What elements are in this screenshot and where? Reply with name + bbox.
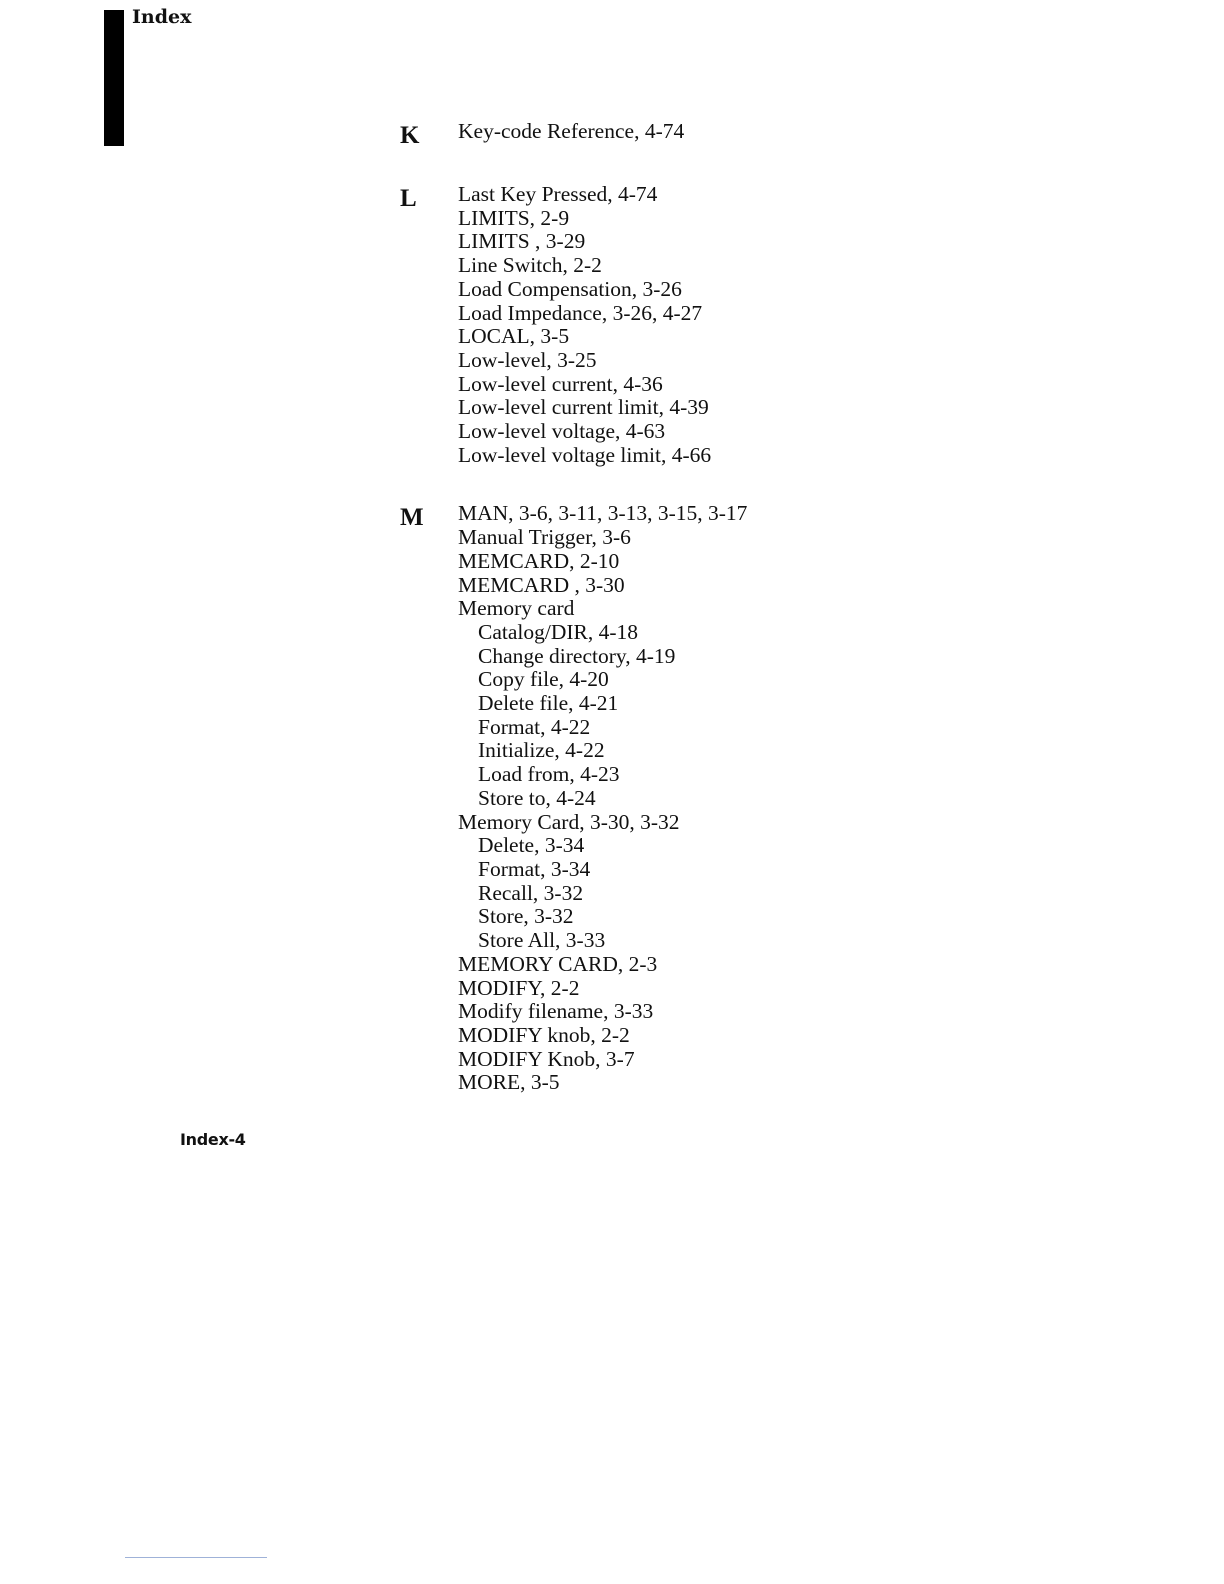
index-entry: Key-code Reference, 4-74 bbox=[458, 119, 685, 143]
index-entry: Low-level, 3-25 bbox=[458, 347, 597, 372]
index-entries-m bbox=[458, 502, 747, 1095]
index-subentry: Store All, 3-33 bbox=[478, 928, 606, 953]
index-entry: LIMITS , 3-29 bbox=[458, 229, 586, 254]
index-entry: MAN, 3-6, 3-11, 3-13, 3-15, 3-17 bbox=[458, 501, 748, 526]
index-entry: LOCAL, 3-5 bbox=[458, 324, 570, 349]
index-letter-l: L bbox=[400, 185, 418, 212]
index-entry: Memory Card, 3-30, 3-32 bbox=[458, 809, 680, 834]
index-entry: Last Key Pressed, 4-74 bbox=[458, 182, 658, 206]
index-entry: MEMORY CARD, 2-3 bbox=[458, 951, 658, 976]
index-entry: MORE, 3-5 bbox=[458, 1070, 560, 1095]
index-subentry: Delete file, 4-21 bbox=[478, 691, 619, 716]
index-entry: MODIFY, 2-2 bbox=[458, 975, 580, 1000]
index-entry: Low-level current limit, 4-39 bbox=[458, 395, 709, 420]
index-entry: Load Compensation, 3-26 bbox=[458, 276, 682, 301]
index-entry: Manual Trigger, 3-6 bbox=[458, 525, 631, 550]
index-subentry: Load from, 4-23 bbox=[478, 762, 620, 787]
page-number: Index-4 bbox=[180, 1130, 246, 1149]
index-group-m bbox=[400, 502, 1160, 1095]
index-entry: LIMITS, 2-9 bbox=[458, 205, 570, 230]
index-subentry: Catalog/DIR, 4-18 bbox=[478, 619, 639, 644]
index-subentry: Format, 4-22 bbox=[478, 714, 591, 739]
index-entry: Line Switch, 2-2 bbox=[458, 253, 602, 278]
index-letter-m: M bbox=[400, 504, 425, 532]
index-entry: Low-level voltage, 4-63 bbox=[458, 419, 666, 444]
index-entry: MODIFY Knob, 3-7 bbox=[458, 1046, 635, 1071]
index-entry: MEMCARD, 2-10 bbox=[458, 548, 620, 573]
section-thumb-tab bbox=[104, 10, 124, 146]
index-subentry: Store to, 4-24 bbox=[478, 785, 596, 810]
index-letter-k: K bbox=[400, 122, 420, 149]
index-subentry: Initialize, 4-22 bbox=[478, 738, 605, 763]
index-group-k bbox=[400, 120, 1160, 150]
index-entry: MODIFY knob, 2-2 bbox=[458, 1022, 630, 1047]
index-subentry: Store, 3-32 bbox=[478, 904, 574, 929]
index-entries-l bbox=[458, 183, 711, 467]
index-subentry: Copy file, 4-20 bbox=[478, 667, 609, 692]
index-entry: Memory card bbox=[458, 596, 575, 621]
index-subentry: Recall, 3-32 bbox=[478, 880, 584, 905]
index-entry: MEMCARD , 3-30 bbox=[458, 572, 625, 597]
index-subentry: Change directory, 4-19 bbox=[478, 643, 676, 668]
index-entry: Modify filename, 3-33 bbox=[458, 999, 654, 1024]
index-subentry: Format, 3-34 bbox=[478, 856, 591, 881]
index-entry: Load Impedance, 3-26, 4-27 bbox=[458, 300, 703, 325]
running-header-title: Index bbox=[132, 6, 192, 28]
index-body bbox=[400, 120, 1160, 1095]
index-group-l bbox=[400, 183, 1160, 467]
index-entry: Low-level current, 4-36 bbox=[458, 371, 663, 396]
bottom-divider bbox=[125, 1557, 267, 1558]
index-entries-k bbox=[458, 120, 684, 144]
index-entry: Low-level voltage limit, 4-66 bbox=[458, 442, 712, 467]
index-subentry: Delete, 3-34 bbox=[478, 833, 585, 858]
